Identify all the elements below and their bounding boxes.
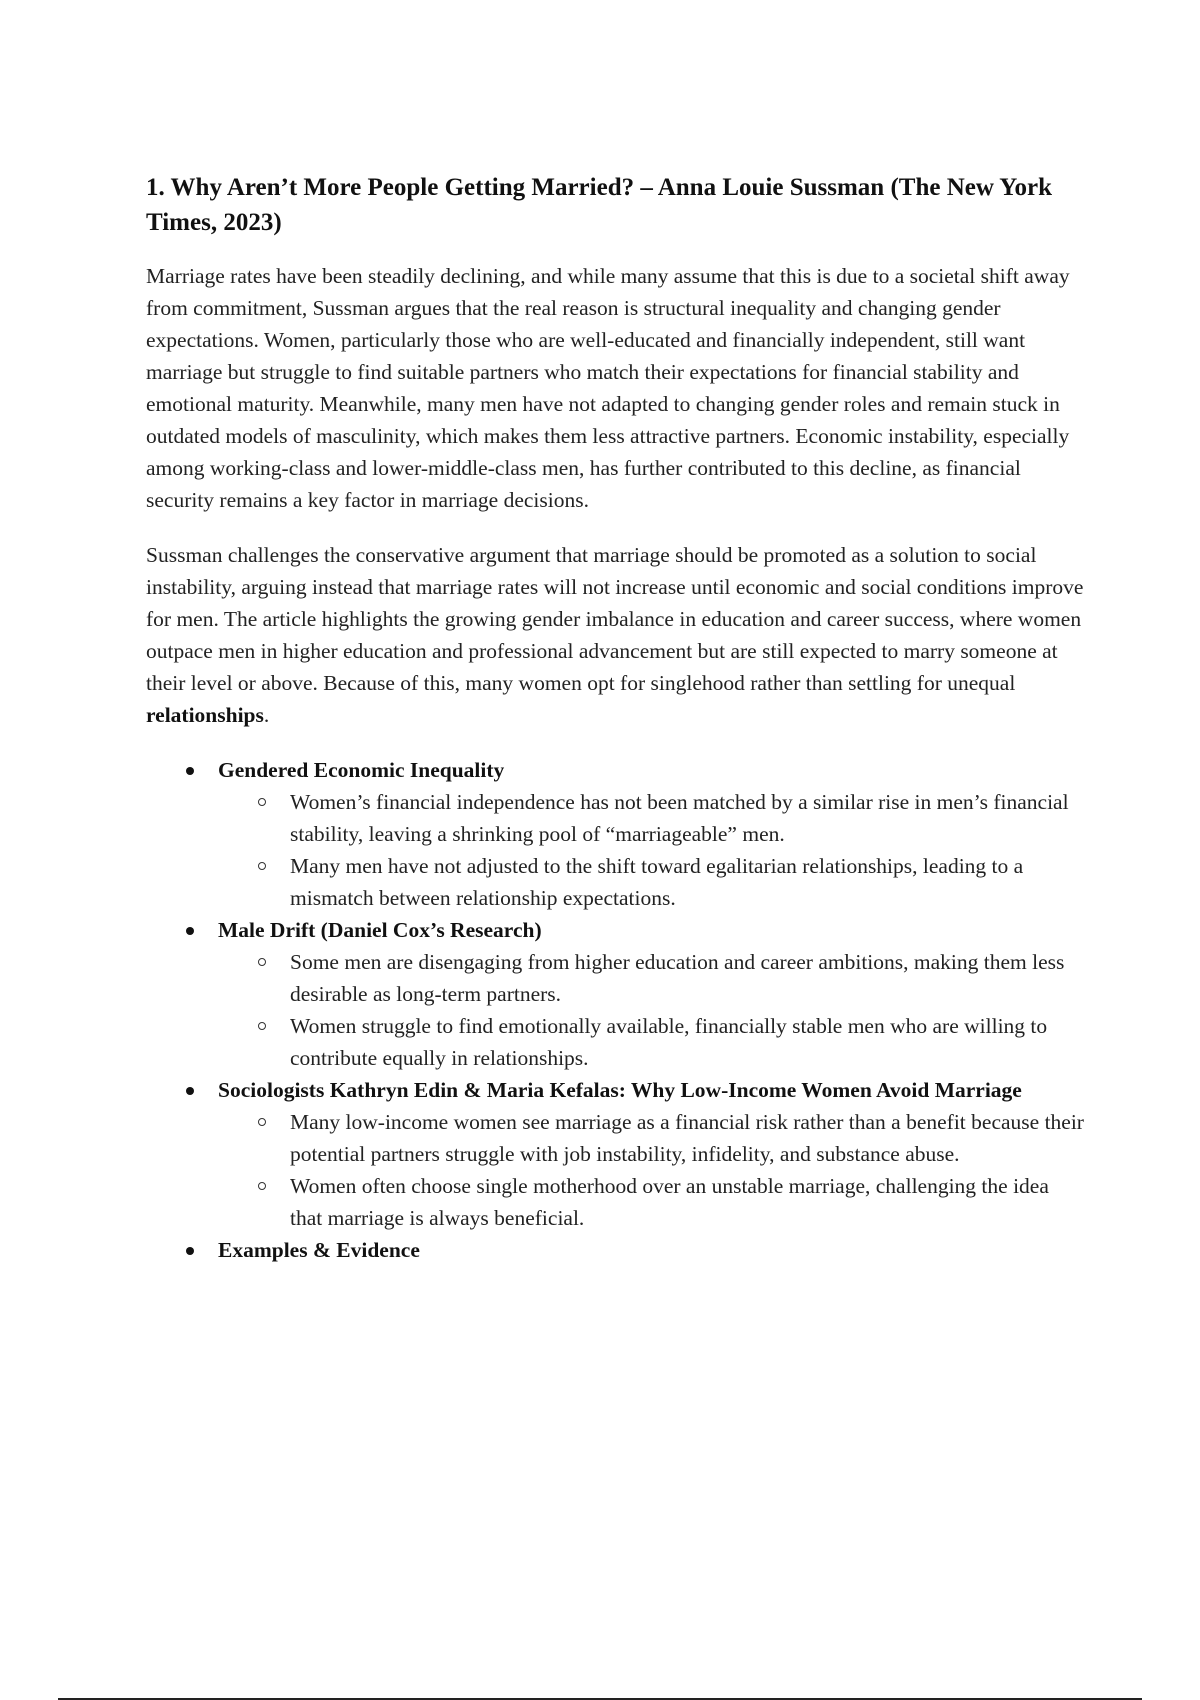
sub-item — [218, 1170, 1086, 1234]
circle-bullet-icon — [258, 1118, 266, 1126]
paragraph-2-text: Sussman challenges the conservative argument that marriage should be promoted as a solution to social instability, arguing instead that marriage rates will not increase until economic and social conditions improve for men. The article highlights the growing gender imbalance in education and career success, where women outpace men in higher education and professional advancement but are still expected to marry someone at their level or above. Because of this, many women opt for singlehood rather than settling for unequal — [146, 543, 1084, 695]
sub-item-text: Many men have not adjusted to the shift toward egalitarian relationships, leading to a mismatch between relationship expectations. — [290, 854, 1024, 910]
circle-bullet-icon — [258, 958, 266, 966]
bullet-dot-icon — [186, 1247, 194, 1255]
bullet-list — [146, 754, 1086, 1266]
bullet-dot-icon — [186, 767, 194, 775]
sub-item — [218, 1106, 1086, 1170]
sub-item — [218, 946, 1086, 1010]
bullet-item — [146, 1234, 1086, 1266]
sub-item — [218, 1010, 1086, 1074]
sub-item — [218, 786, 1086, 850]
bullet-dot-icon — [186, 927, 194, 935]
document-page — [146, 170, 1086, 1266]
document-title: 1. Why Aren’t More People Getting Married? – Anna Louie Sussman (The New York Times, 2023) — [146, 174, 1053, 236]
bullet-heading: Gendered Economic Inequality — [218, 758, 505, 782]
bullet-heading: Sociologists Kathryn Edin & Maria Kefalas: Why Low-Income Women Avoid Marriage — [218, 1078, 1022, 1102]
circle-bullet-icon — [258, 798, 266, 806]
bullet-heading: Examples & Evidence — [218, 1238, 420, 1262]
sub-item-text: Some men are disengaging from higher education and career ambitions, making them less desirable as long-term partners. — [290, 950, 1065, 1006]
sub-item-text: Women’s financial independence has not been matched by a similar rise in men’s financial stability, leaving a shrinking pool of “marriageable” men. — [290, 790, 1069, 846]
sub-list — [218, 946, 1086, 1074]
bullet-item — [146, 1074, 1086, 1234]
bullet-item — [146, 914, 1086, 1074]
circle-bullet-icon — [258, 862, 266, 870]
bullet-heading: Male Drift (Daniel Cox’s Research) — [218, 918, 542, 942]
bullet-item — [146, 754, 1086, 914]
paragraph-1: Marriage rates have been steadily declining, and while many assume that this is due to a societal shift away from commitment, Sussman argues that the real reason is structural inequality and changing gender expectations. Women, particularly those who are well-educated and financially independent, still want marriage but struggle to find suitable partners who match their expectations for financial stability and emotional maturity. Meanwhile, many men have not adapted to changing gender roles and remain stuck in outdated models of masculinity, which makes them less attractive partners. Economic instability, especially among working-class and lower-middle-class men, has further contributed to this decline, as financial security remains a key factor in marriage decisions. — [146, 264, 1070, 512]
sub-item-text: Many low-income women see marriage as a financial risk rather than a benefit because their potential partners struggle with job instability, infidelity, and substance abuse. — [290, 1110, 1084, 1166]
bullet-dot-icon — [186, 1087, 194, 1095]
sub-item-text: Women often choose single motherhood over an unstable marriage, challenging the idea that marriage is always beneficial. — [290, 1174, 1049, 1230]
sub-item-text: Women struggle to find emotionally available, financially stable men who are willing to contribute equally in relationships. — [290, 1014, 1048, 1070]
circle-bullet-icon — [258, 1182, 266, 1190]
sub-list — [218, 1106, 1086, 1234]
paragraph-2-end: . — [263, 703, 270, 727]
paragraph-2-bold-word: relationships — [146, 703, 264, 727]
paragraph-2 — [146, 539, 1086, 731]
sub-item — [218, 850, 1086, 914]
sub-list — [218, 786, 1086, 914]
circle-bullet-icon — [258, 1022, 266, 1030]
